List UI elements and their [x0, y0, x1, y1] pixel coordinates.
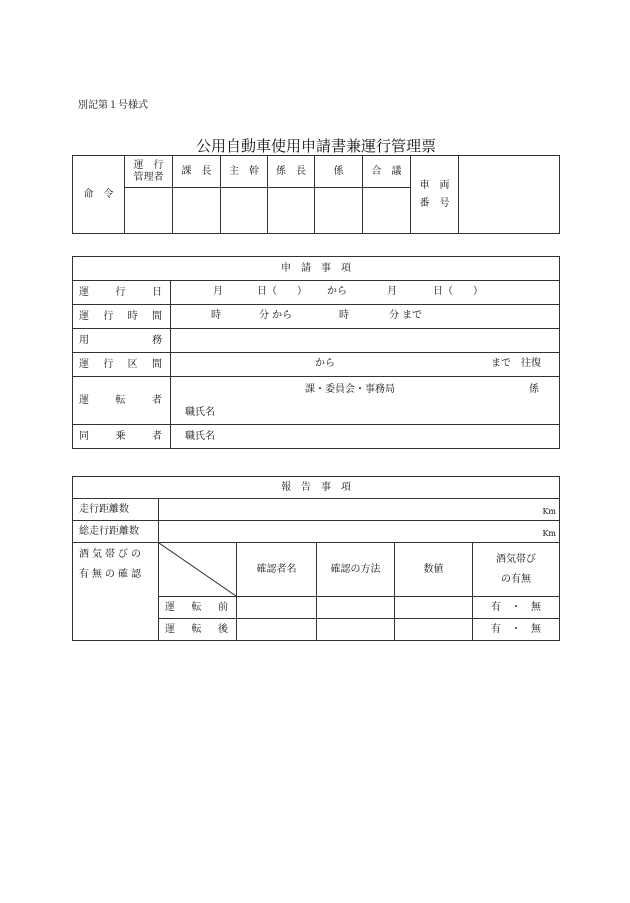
aigi-stamp[interactable]	[363, 188, 411, 234]
shukan-stamp[interactable]	[221, 188, 268, 234]
untensha-label: 運 転 者	[73, 377, 171, 425]
kakari-header: 係	[315, 156, 363, 188]
kakarichou-header: 係 長	[268, 156, 315, 188]
vehicle-number-field[interactable]	[459, 156, 560, 234]
before-method-field[interactable]	[317, 597, 395, 619]
doujousha-label: 同 乗 者	[73, 425, 171, 449]
value-header: 数値	[395, 543, 473, 597]
alcohol-check-label: 酒気帯びの 有無の確認	[73, 543, 159, 641]
diagonal-cell	[159, 543, 237, 597]
form-number: 別記第１号様式	[78, 100, 148, 111]
before-confirmer-field[interactable]	[237, 597, 317, 619]
alcohol-result-header: 酒気帯び の有無	[473, 543, 560, 597]
unkoubi-label: 運 行 日	[73, 281, 171, 305]
soukou-kyori-field[interactable]: Km	[159, 499, 560, 521]
approval-table	[72, 155, 560, 234]
application-heading: 申 請 事 項	[73, 257, 560, 281]
untensha-field[interactable]: 課・委員会・事務局 係 職氏名	[171, 377, 560, 425]
page-title: 公用自動車使用申請書兼運行管理票	[195, 137, 436, 155]
before-driving-label: 運 転 前	[159, 597, 237, 619]
sharyou-cell: 車 両 番 号	[411, 156, 459, 234]
before-result-field[interactable]: 有 ・ 無	[473, 597, 560, 619]
after-confirmer-field[interactable]	[237, 619, 317, 641]
unkou-jikan-label: 運 行 時 間	[73, 305, 171, 329]
meirei-cell: 命 令	[73, 156, 125, 234]
report-heading: 報 告 事 項	[73, 477, 560, 499]
unkou-stamp[interactable]	[125, 188, 173, 234]
unkou-jikan-field[interactable]: 時 分 から 時 分 まで	[171, 305, 560, 329]
youmu-field[interactable]	[171, 329, 560, 353]
application-table	[72, 256, 560, 449]
diagonal-line	[159, 543, 236, 596]
after-driving-label: 運 転 後	[159, 619, 237, 641]
after-method-field[interactable]	[317, 619, 395, 641]
total-kyori-label: 総走行距離数	[73, 521, 159, 543]
confirmer-header: 確認者名	[237, 543, 317, 597]
after-result-field[interactable]: 有 ・ 無	[473, 619, 560, 641]
report-table	[72, 476, 560, 641]
kachou-stamp[interactable]	[173, 188, 221, 234]
unkou-header: 運 行 管理者	[125, 156, 173, 188]
shukan-header: 主 幹	[221, 156, 268, 188]
soukou-kyori-label: 走行距離数	[73, 499, 159, 521]
total-kyori-field[interactable]: Km	[159, 521, 560, 543]
unkou-kukan-label: 運 行 区 間	[73, 353, 171, 377]
aigi-header: 合 議	[363, 156, 411, 188]
method-header: 確認の方法	[317, 543, 395, 597]
before-value-field[interactable]	[395, 597, 473, 619]
unkou-kukan-field[interactable]: から まで 往復	[171, 353, 560, 377]
kakarichou-stamp[interactable]	[268, 188, 315, 234]
kakari-stamp[interactable]	[315, 188, 363, 234]
doujousha-field[interactable]: 職氏名	[171, 425, 560, 449]
youmu-label: 用 務	[73, 329, 171, 353]
after-value-field[interactable]	[395, 619, 473, 641]
kachou-header: 課 長	[173, 156, 221, 188]
unkoubi-field[interactable]: 月 日（ ） から 月 日（ ）	[171, 281, 560, 305]
